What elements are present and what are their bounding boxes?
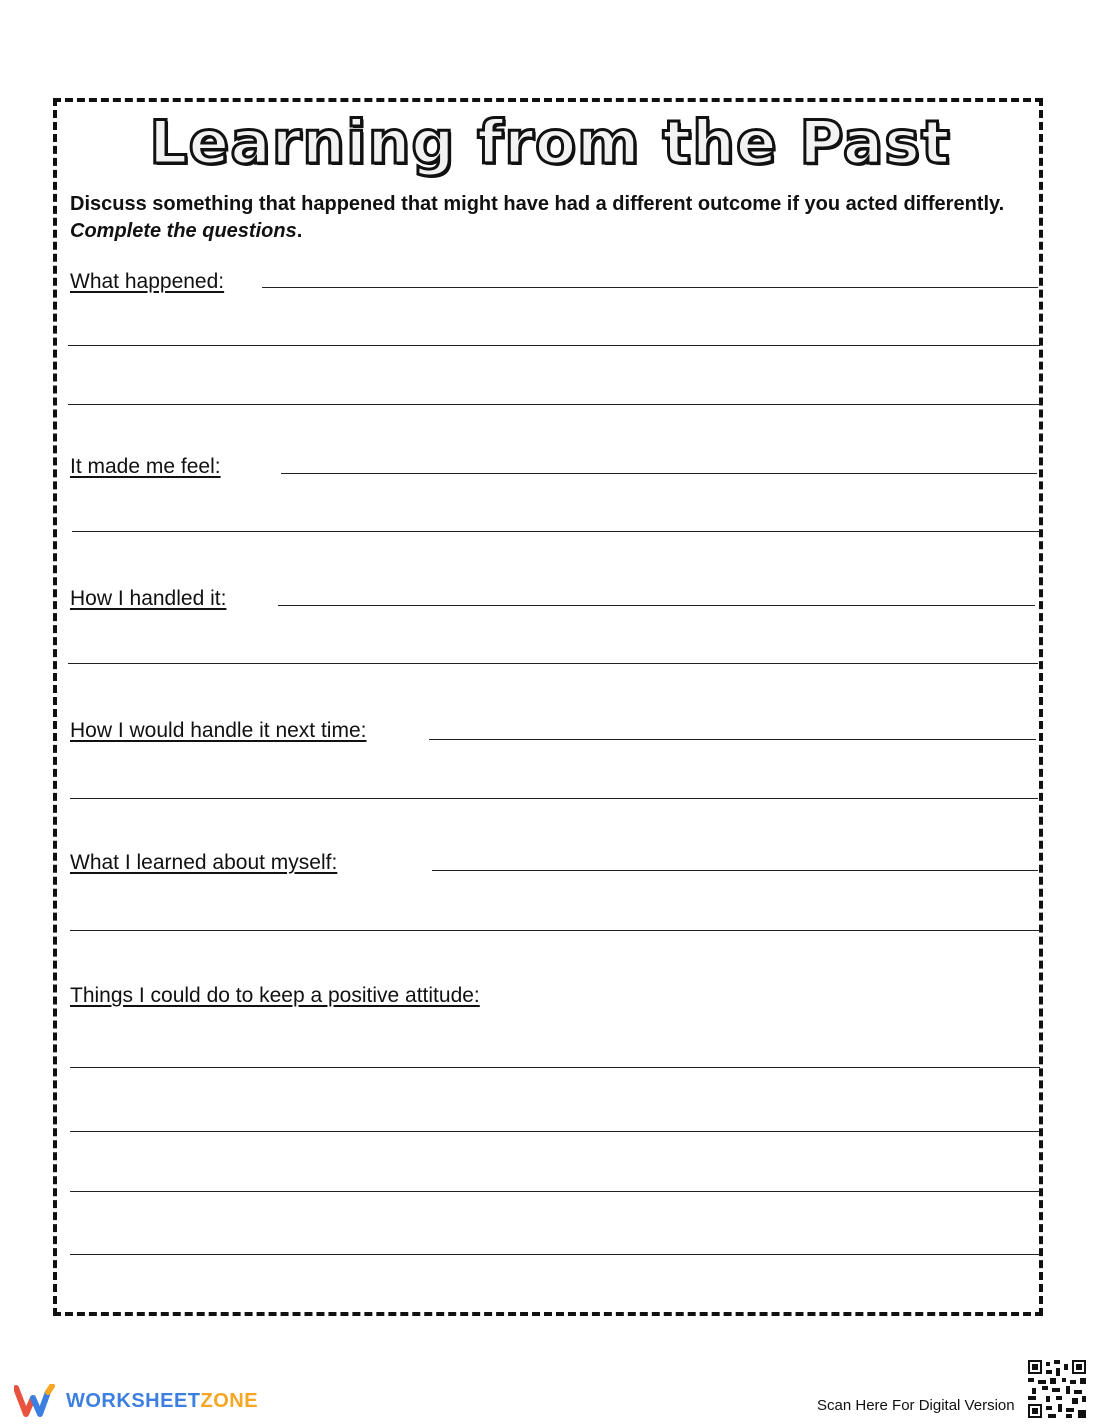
question-how-handled: How I handled it: xyxy=(70,587,227,610)
answer-line[interactable] xyxy=(70,798,1038,799)
answer-line[interactable] xyxy=(68,663,1038,664)
answer-line[interactable] xyxy=(68,404,1040,405)
answer-line[interactable] xyxy=(70,1254,1040,1255)
instructions-end: . xyxy=(296,220,303,242)
page-title: Learning from the Past xyxy=(149,108,951,178)
instructions xyxy=(70,191,1030,245)
answer-line[interactable] xyxy=(432,870,1038,871)
question-what-happened: What happened: xyxy=(70,270,225,293)
answer-line[interactable] xyxy=(262,287,1038,288)
question-made-me-feel: It made me feel: xyxy=(70,455,221,478)
answer-line[interactable] xyxy=(72,531,1040,532)
brand-part2: ZONE xyxy=(200,1389,259,1412)
answer-line[interactable] xyxy=(68,345,1040,346)
qr-code-icon[interactable] xyxy=(1028,1360,1086,1418)
question-learned-myself: What I learned about myself: xyxy=(70,851,338,874)
brand-name xyxy=(66,1390,258,1413)
answer-line[interactable] xyxy=(70,1131,1040,1132)
answer-line[interactable] xyxy=(70,1067,1040,1068)
answer-line[interactable] xyxy=(278,605,1035,606)
scan-text: Scan Here For Digital Version xyxy=(817,1397,1015,1414)
answer-line[interactable] xyxy=(70,1191,1040,1192)
question-positive-attitude: Things I could do to keep a positive attitude: xyxy=(70,984,480,1007)
instructions-italic: Complete the questions xyxy=(70,220,297,242)
worksheetzone-w-logo-icon xyxy=(14,1384,60,1418)
instructions-text: Discuss something that happened that might have had a different outcome if you acted differently. xyxy=(70,193,1005,215)
worksheetzone-logo[interactable] xyxy=(14,1384,258,1418)
answer-line[interactable] xyxy=(281,473,1037,474)
answer-line[interactable] xyxy=(429,739,1036,740)
question-next-time: How I would handle it next time: xyxy=(70,719,367,742)
answer-line[interactable] xyxy=(70,930,1040,931)
brand-part1: WORKSHEET xyxy=(66,1389,201,1412)
